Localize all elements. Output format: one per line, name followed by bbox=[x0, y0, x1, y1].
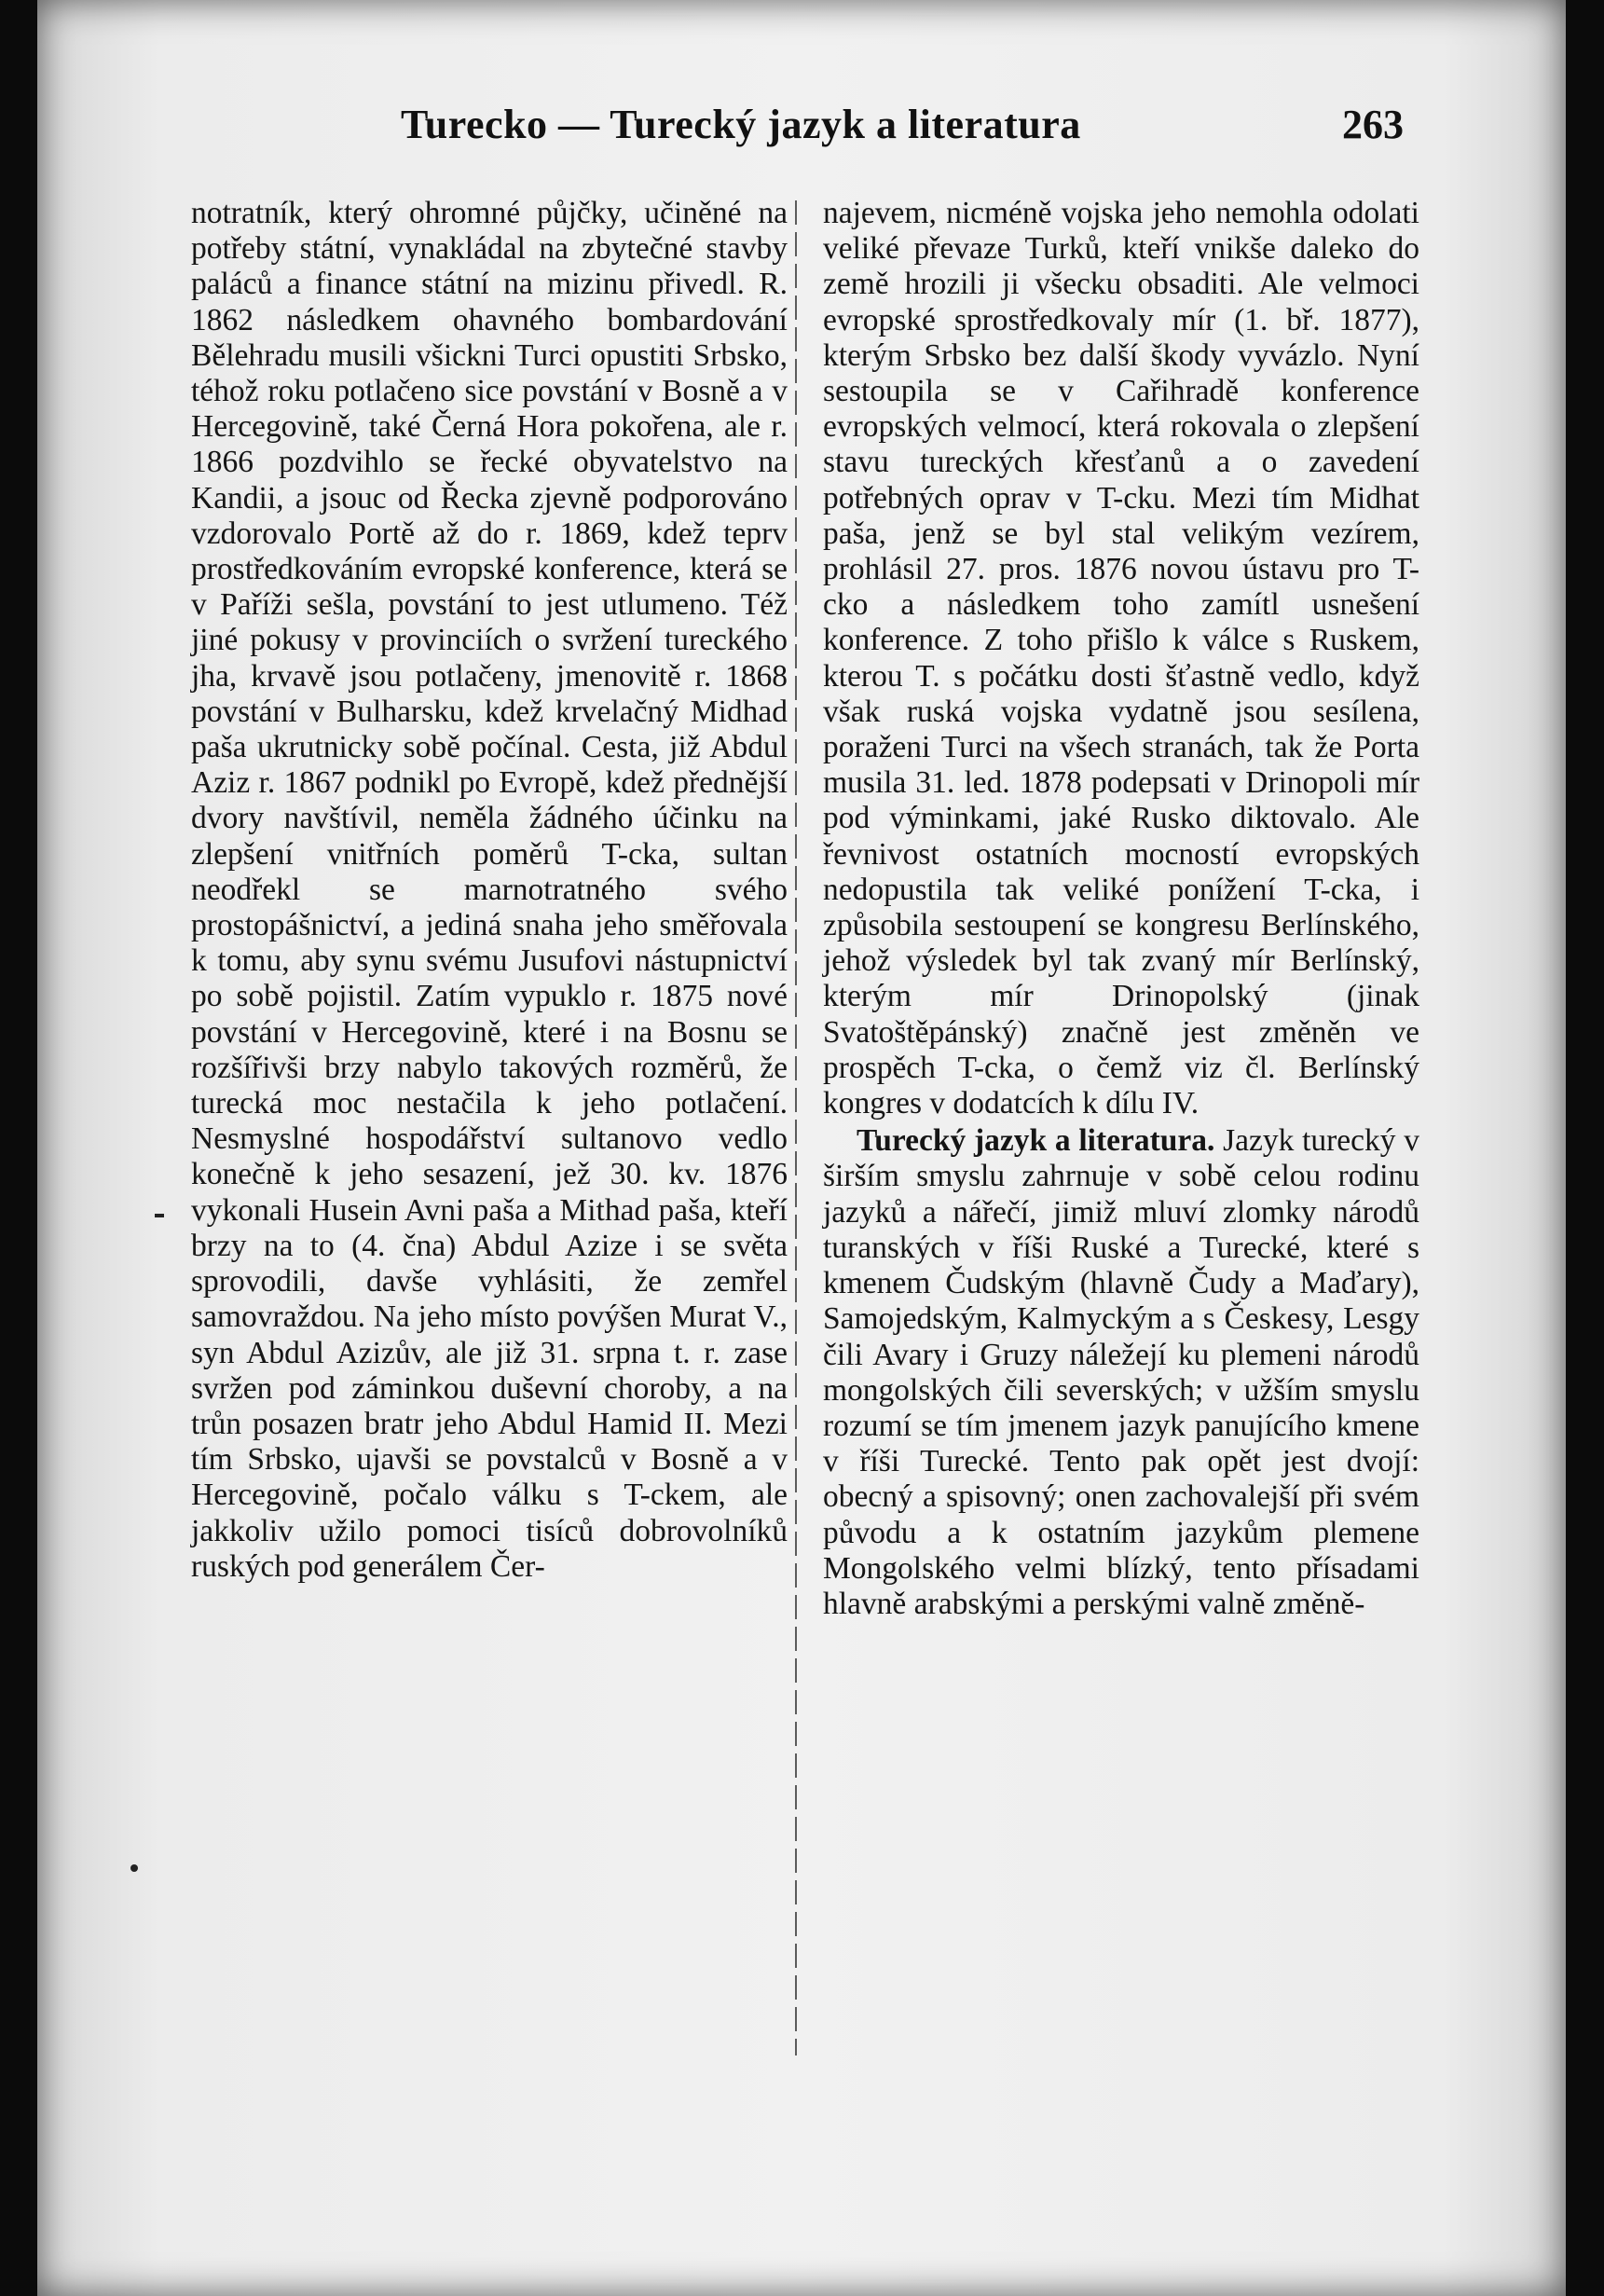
column-divider bbox=[795, 200, 797, 2055]
margin-dot bbox=[130, 1864, 138, 1872]
page-header bbox=[37, 101, 1566, 157]
right-column bbox=[823, 196, 1419, 2107]
section-heading: Turecký jazyk a literatura. bbox=[857, 1123, 1215, 1159]
section-body-text: Jazyk turecký v širším smyslu zahrnuje v sobě celou rodinu jazyků a nářečí, jimiž mluví zlomky národů turanských v říši Ruské a Turecké, které s kmenem Čudským (hlavně Čudy a Maďary), Samojedským, Kalmyckým a s Českesy, Lesgy čili Avary i Gruzy náležejí ku plemeni národů mongolských čili severských; v užším smyslu rozumí se tím jmenem jazyk panujícího kmene v říši Turecké. Tento pak opět jest dvojí: obecný a spisovný; onen zachovalejší při svém původu a k ostatním jazykům plemene Mongolského velmi blízký, tento přísadami hlavně arabskými a perskými valně změně- bbox=[823, 1123, 1419, 1621]
left-column bbox=[191, 196, 788, 2107]
left-column-text: notratník, který ohromné půjčky, učiněné na potřeby státní, vynakládal na zbytečné stavby paláců a finance státní na mizinu přivedl. R. 1862 následkem ohavného bombardování Bělehradu musili všickni Turci opustiti Srbsko, téhož roku potlačeno sice povstání v Bosně a v Hercegovině, také Černá Hora pokořena, ale r. 1866 pozdvihlo se řecké obyvatelstvo na Kandii, a jsouc od Řecka zjevně podporováno vzdorovalo Portě až do r. 1869, kdež teprv prostředkováním evropské konference, která se v Paříži sešla, povstání to jest utlumeno. Též jiné pokusy v provinciích o svržení tureckého jha, krvavě jsou potlačeny, jmenovitě r. 1868 povstání v Bulharsku, kdež krvelačný Midhad paša ukrutnicky sobě počínal. Cesta, již Abdul Aziz r. 1867 podnikl po Evropě, kdež přednější dvory navštívil, neměla žádného účinku na zlepšení vnitřních poměrů T-cka, sultan neodřekl se marnotratného svého prostopášnictví, a jediná snaha jeho směřovala k tomu, aby synu svému Jusufovi nástupnictví po sobě pojistil. Zatím vypuklo r. 1875 nové povstání v Hercegovině, které i na Bosnu se rozšířivši brzy nabylo takových rozměrů, že turecká moc nestačila k jeho potlačení. Nesmyslné hospodářství sultanovo vedlo konečně k jeho sesazení, jež 30. kv. 1876 vykonali Husein Avni paša a Mithad paša, kteří brzy na to (4. čna) Abdul Azize i se světa sprovodili, davše vyhlásiti, že zemřel samovraždou. Na jeho místo povýšen Murat V., syn Abdul Azizův, ale již 31. srpna t. r. zase svržen pod záminkou duševní choroby, a na trůn posazen bratr jeho Abdul Hamid II. Mezi tím Srbsko, ujavši se povstalců v Bosně a v Hercegovině, počalo válku s T-ckem, ale jakkoliv užilo pomoci tisíců dobrovolníků ruských pod generálem Čer- bbox=[191, 196, 788, 1584]
section-paragraph bbox=[823, 1123, 1419, 1622]
right-column-text-top: najevem, nicméně vojska jeho nemohla odolati veliké převaze Turků, kteří vnikše daleko do země hrozili ji všecku obsaditi. Ale velmoci evropské sprostředkovaly mír (1. bř. 1877), kterým Srbsko bez další škody vyvázlo. Nyní sestoupila se v Cařihradě konference evropských velmocí, která rokovala o zlepšení stavu tureckých křesťanů a o zavedení potřebných oprav v T-cku. Mezi tím Midhat paša, jenž se byl stal velikým vezírem, prohlásil 27. pros. 1876 novou ústavu pro T-cko a následkem toho zamítl usnešení konference. Z toho přišlo k válce s Ruskem, kterou T. s počátku dosti šťastně vedlo, když však ruská vojska vydatně jsou sesílena, poraženi Turci na všech stranách, tak že Porta musila 31. led. 1878 podepsati v Drinopoli mír pod výminkami, jaké Rusko diktovalo. Ale řevnivost ostatních mocností evropských nedopustila tak veliké ponížení T-cka, i způsobila sestoupení se kongresu Berlínského, jehož výsledek byl tak zvaný mír Berlínský, kterým mír Drinopolský (jinak Svatoštěpánský) značně jest změněn ve prospěch T-cka, o čemž viz čl. Berlínský kongres v dodatcích k dílu IV. bbox=[823, 196, 1419, 1121]
page-number: 263 bbox=[1342, 102, 1404, 147]
book-page bbox=[37, 0, 1566, 2296]
margin-mark bbox=[155, 1214, 164, 1217]
running-title: Turecko — Turecký jazyk a literatura bbox=[401, 102, 1081, 147]
